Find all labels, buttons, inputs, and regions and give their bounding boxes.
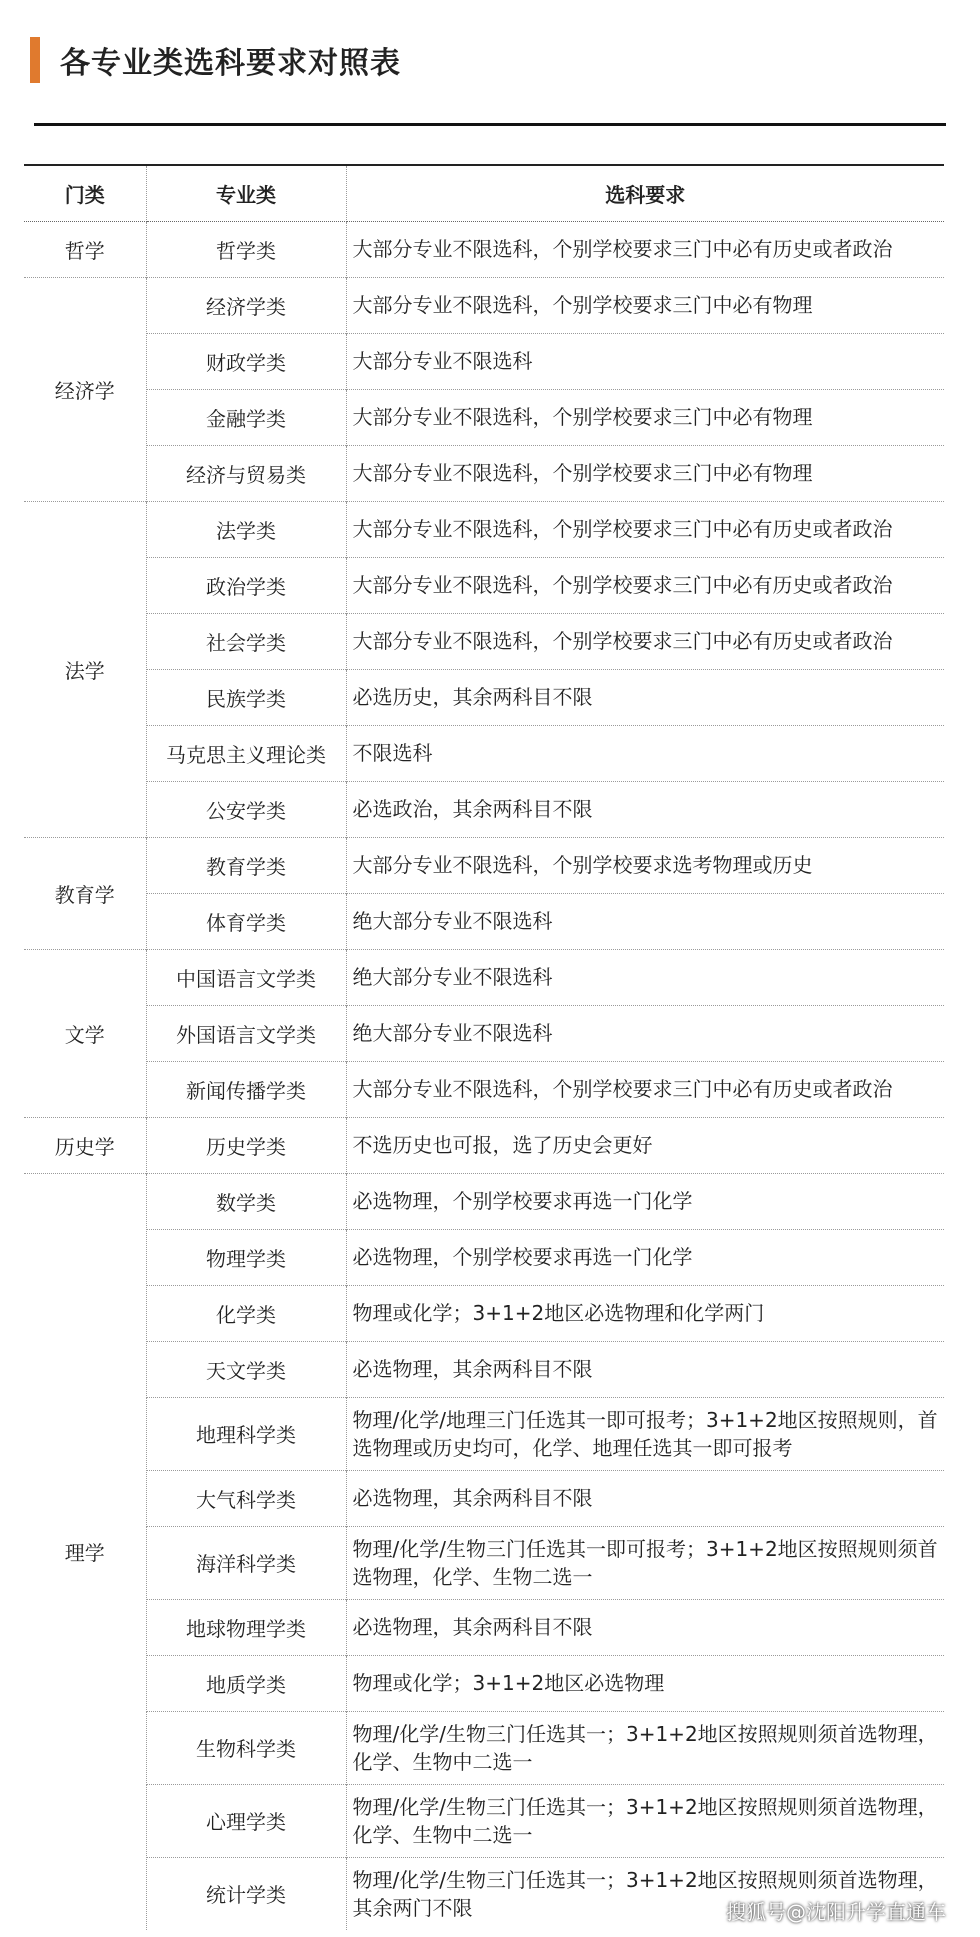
table-row	[24, 893, 944, 949]
requirement-cell: 物理/化学/生物三门任选其一；3+1+2地区按照规则须首选物理，其余两门不限	[346, 1857, 944, 1930]
requirement-cell: 大部分专业不限选科，个别学校要求三门中必有历史或者政治	[346, 221, 944, 277]
major-cell: 社会学类	[146, 613, 346, 669]
requirement-cell: 物理/化学/生物三门任选其一；3+1+2地区按照规则须首选物理，化学、生物中二选一	[346, 1711, 944, 1784]
major-cell: 地质学类	[146, 1655, 346, 1711]
major-cell: 外国语言文学类	[146, 1005, 346, 1061]
table-row	[24, 1599, 944, 1655]
table-row	[24, 837, 944, 893]
table-row	[24, 277, 944, 333]
major-cell: 统计学类	[146, 1857, 346, 1930]
table-row	[24, 1341, 944, 1397]
requirement-cell: 绝大部分专业不限选科	[346, 1005, 944, 1061]
requirement-cell: 物理/化学/生物三门任选其一；3+1+2地区按照规则须首选物理，化学、生物中二选一	[346, 1784, 944, 1857]
major-cell: 海洋科学类	[146, 1526, 346, 1599]
table-row	[24, 1711, 944, 1784]
table-row	[24, 1397, 944, 1470]
requirement-cell: 不限选科	[346, 725, 944, 781]
requirement-cell: 物理/化学/生物三门任选其一即可报考；3+1+2地区按照规则须首选物理，化学、生物二选一	[346, 1526, 944, 1599]
category-cell: 经济学	[24, 277, 146, 501]
requirement-cell: 必选物理，个别学校要求再选一门化学	[346, 1173, 944, 1229]
major-cell: 新闻传播学类	[146, 1061, 346, 1117]
requirement-cell: 不选历史也可报，选了历史会更好	[346, 1117, 944, 1173]
requirement-cell: 必选历史，其余两科目不限	[346, 669, 944, 725]
table-row	[24, 1285, 944, 1341]
major-cell: 数学类	[146, 1173, 346, 1229]
major-cell: 历史学类	[146, 1117, 346, 1173]
table-row	[24, 725, 944, 781]
major-cell: 天文学类	[146, 1341, 346, 1397]
watermark: 搜狐号@沈阳升学直通车	[726, 1900, 946, 1924]
requirement-cell: 大部分专业不限选科，个别学校要求三门中必有物理	[346, 277, 944, 333]
page-title: 各专业类选科要求对照表	[60, 46, 401, 81]
major-cell: 地理科学类	[146, 1397, 346, 1470]
table-row	[24, 1526, 944, 1599]
table-header-row	[24, 165, 944, 221]
requirement-cell: 大部分专业不限选科，个别学校要求三门中必有物理	[346, 389, 944, 445]
table-row	[24, 445, 944, 501]
table-row	[24, 557, 944, 613]
requirement-cell: 大部分专业不限选科，个别学校要求三门中必有历史或者政治	[346, 557, 944, 613]
requirement-cell: 必选物理，其余两科目不限	[346, 1341, 944, 1397]
title-accent-bar	[30, 37, 40, 83]
requirement-cell: 大部分专业不限选科，个别学校要求三门中必有历史或者政治	[346, 501, 944, 557]
header-requirement: 选科要求	[346, 165, 944, 221]
requirement-cell: 大部分专业不限选科，个别学校要求三门中必有历史或者政治	[346, 613, 944, 669]
table-row	[24, 1784, 944, 1857]
major-cell: 马克思主义理论类	[146, 725, 346, 781]
table-row	[24, 501, 944, 557]
title-bar	[30, 38, 401, 82]
major-cell: 法学类	[146, 501, 346, 557]
table-row	[24, 613, 944, 669]
title-rule	[34, 123, 946, 126]
table-row	[24, 669, 944, 725]
requirement-cell: 物理或化学；3+1+2地区必选物理	[346, 1655, 944, 1711]
major-cell: 地球物理学类	[146, 1599, 346, 1655]
category-cell: 文学	[24, 949, 146, 1117]
requirement-cell: 必选物理，其余两科目不限	[346, 1470, 944, 1526]
header-category: 门类	[24, 165, 146, 221]
requirement-cell: 大部分专业不限选科，个别学校要求选考物理或历史	[346, 837, 944, 893]
requirement-cell: 绝大部分专业不限选科	[346, 893, 944, 949]
major-cell: 经济与贸易类	[146, 445, 346, 501]
major-cell: 心理学类	[146, 1784, 346, 1857]
table-row	[24, 221, 944, 277]
major-cell: 哲学类	[146, 221, 346, 277]
major-cell: 中国语言文学类	[146, 949, 346, 1005]
table-row	[24, 333, 944, 389]
requirement-cell: 物理或化学；3+1+2地区必选物理和化学两门	[346, 1285, 944, 1341]
category-cell: 法学	[24, 501, 146, 837]
category-cell: 教育学	[24, 837, 146, 949]
category-cell: 理学	[24, 1173, 146, 1930]
table-row	[24, 389, 944, 445]
major-cell: 经济学类	[146, 277, 346, 333]
requirements-table	[24, 164, 944, 1930]
requirement-cell: 大部分专业不限选科，个别学校要求三门中必有物理	[346, 445, 944, 501]
major-cell: 政治学类	[146, 557, 346, 613]
requirement-cell: 物理/化学/地理三门任选其一即可报考；3+1+2地区按照规则，首选物理或历史均可，化学、地理任选其一即可报考	[346, 1397, 944, 1470]
table-row	[24, 1470, 944, 1526]
requirement-cell: 必选政治，其余两科目不限	[346, 781, 944, 837]
major-cell: 物理学类	[146, 1229, 346, 1285]
table-row	[24, 1655, 944, 1711]
major-cell: 金融学类	[146, 389, 346, 445]
major-cell: 财政学类	[146, 333, 346, 389]
category-cell: 历史学	[24, 1117, 146, 1173]
major-cell: 公安学类	[146, 781, 346, 837]
table-body	[24, 221, 944, 1930]
table-row	[24, 1173, 944, 1229]
table-row	[24, 1005, 944, 1061]
table-row	[24, 781, 944, 837]
major-cell: 大气科学类	[146, 1470, 346, 1526]
requirement-cell: 大部分专业不限选科，个别学校要求三门中必有历史或者政治	[346, 1061, 944, 1117]
requirement-cell: 必选物理，个别学校要求再选一门化学	[346, 1229, 944, 1285]
major-cell: 体育学类	[146, 893, 346, 949]
requirement-cell: 必选物理，其余两科目不限	[346, 1599, 944, 1655]
major-cell: 化学类	[146, 1285, 346, 1341]
requirement-cell: 绝大部分专业不限选科	[346, 949, 944, 1005]
table-row	[24, 949, 944, 1005]
requirement-cell: 大部分专业不限选科	[346, 333, 944, 389]
table-row	[24, 1229, 944, 1285]
table-row	[24, 1061, 944, 1117]
header-major: 专业类	[146, 165, 346, 221]
table-row	[24, 1117, 944, 1173]
category-cell: 哲学	[24, 221, 146, 277]
major-cell: 生物科学类	[146, 1711, 346, 1784]
major-cell: 民族学类	[146, 669, 346, 725]
major-cell: 教育学类	[146, 837, 346, 893]
